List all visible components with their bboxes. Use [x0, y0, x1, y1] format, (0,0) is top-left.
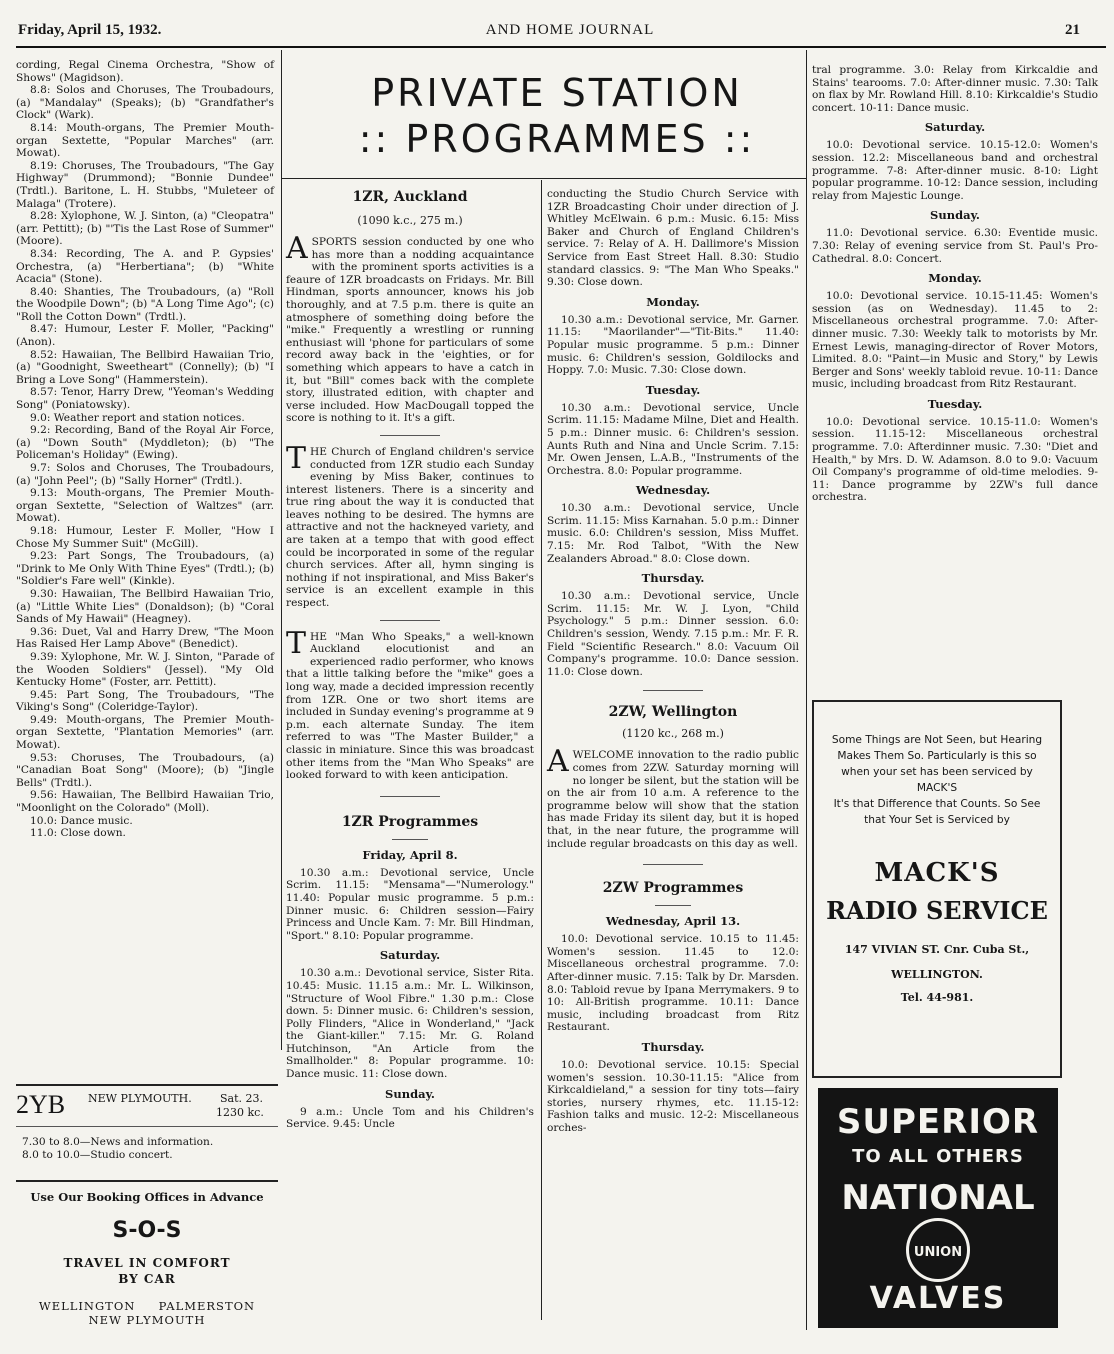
schedule-thursday-2zw: 10.0: Devotional service. 10.15: Special women's session. 10.30-11.15: "Alice from Kirkcaldieland," a session for tiny tots—fairy stories, nursery rhymes, etc. 11.15-12: Fashion talks and music. 12-2: Miscellaneous orches-: [547, 1058, 799, 1134]
station-2yb-date: Sat. 23.: [220, 1092, 264, 1105]
schedule-monday-2zw: 10.0: Devotional service. 10.15-11.45: Women's session (as on Wednesday). 11.45 to 2: Miscellaneous orchestral programme. 7.0: After-dinner music. 7.30: Weekly talk to motorists by Mr. Ernest Lewis, managing-director of Rover Motors, Limited. 8.0: "Paint—in Music and Story," by Lewis Berger and Sons' weekly tabloid revue. 10-11: Dance music, including broadcast from Ritz Restaurant.: [812, 290, 1098, 391]
sos-top-rule: [16, 1180, 278, 1182]
programme-item: 8.40: Shanties, The Troubadours, (a) "Roll the Woodpile Down"; (b) "A Long Time Ago"; (c) "Roll the Cotton Down" (Trdtl.).: [16, 285, 274, 323]
column-rule-3: [806, 50, 807, 1330]
day-heading-sunday-2zw: Sunday.: [930, 208, 980, 223]
macks-intro: [828, 732, 1046, 828]
article-divider: [380, 435, 440, 436]
macks-address: 147 VIVIAN ST. Cnr. Cuba St.,: [844, 943, 1030, 956]
sos-advertisement: [16, 1186, 278, 1326]
programme-item: 8.28: Xylophone, W. J. Sinton, (a) "Cleopatra" (arr. Pettitt); (b) "'Tis the Last Rose of Summer" (Moore).: [16, 210, 274, 248]
section-divider: [643, 690, 703, 691]
column-rule-1: [281, 50, 282, 1050]
schedule-sunday-2zw: 11.0: Devotional service. 6.30: Eventide music. 7.30: Relay of evening service from St. Paul's Pro-Cathedral. 8.0: Concert.: [812, 227, 1098, 265]
title-rule: [281, 178, 806, 179]
schedule-friday: 10.30 a.m.: Devotional service, Uncle Scrim. 11.15: "Mensama"—"Numerology." 11.40: Popular music programme. 5 p.m.: Dinner music. 6: Children session—Fairy Princess and Uncle Kam. 7: Mr. Bill Hindman, "Sport." 8.10: Popular programme.: [286, 866, 534, 942]
programme-item: 9.0: Weather report and station notices.: [30, 411, 245, 424]
day-heading-tuesday: Tuesday.: [645, 382, 701, 397]
sos-booking: Use Our Booking Offices in Advance: [30, 1190, 264, 1204]
header-date: Friday, April 15, 1932.: [18, 22, 162, 38]
valves-subline: TO ALL OTHERS: [852, 1146, 1024, 1167]
programme-item: 9.45: Part Song, The Troubadours, "The Viking's Song" (Coleridge-Taylor).: [16, 688, 274, 714]
schedule-tuesday-2zw: 10.0: Devotional service. 10.15-11.0: Women's session. 11.15-12: Miscellaneous orchestral programme. 7.0: Afterdinner music. 7.30: "Diet and Health," by Mrs. D. W. Adamson. 8.0 to 9.0: Vacuum Oil Company's programme of old-time melodies. 9-11: Dance programme by 2ZW's full dance orchestra.: [812, 415, 1098, 504]
station-2zw-title: 2ZW, Wellington: [608, 704, 738, 721]
station-2yb-freq: 1230 kc.: [216, 1106, 264, 1119]
header-journal: AND HOME JOURNAL: [485, 22, 655, 38]
article-man-who-speaks: THE "Man Who Speaks," a well-known Auckland elocutionist and an experienced radio performer, who knows that a little talking before the "mike" goes a long way, made a decided impression recently from 1ZR. One or two short items are included in Sunday evening's programme at 9 p.m. each alternate Sunday. The item referred to was "The Master Builder," a classic in miniature. Since this was broadcast other items from the "Man Who Speaks" are looked forward to with keen anticipation.: [286, 625, 534, 782]
station-2zw-frequency: (1120 kc., 268 m.): [622, 727, 724, 741]
programmes-1zr-title: 1ZR Programmes: [341, 813, 479, 830]
programme-item: 9.53: Choruses, The Troubadours, (a) "Canadian Boat Song" (Moore); (b) "Jingle Bells" (Trdtl.).: [16, 751, 274, 789]
macks-radio-advertisement: [812, 700, 1062, 1078]
macks-brand-line2: RADIO SERVICE: [826, 896, 1048, 925]
column-rule-2: [541, 180, 542, 1320]
programme-item: 9.39: Xylophone, Mr. W. J. Sinton, "Parade of the Wooden Soldiers" (Jessel). "My Old Kentucky Home" (Foster, arr. Pettitt).: [16, 650, 274, 689]
valves-headline: SUPERIOR: [836, 1102, 1040, 1142]
day-heading-thursday-2zw: Thursday.: [641, 1039, 705, 1054]
programme-item: 8.57: Tenor, Harry Drew, "Yeoman's Wedding Song" (Poniatowsky).: [16, 386, 274, 412]
station-2yb-location: NEW PLYMOUTH.: [88, 1092, 192, 1105]
programme-item: 9.18: Humour, Lester F. Moller, "How I Chose My Summer Suit" (McGill).: [16, 524, 274, 550]
macks-brand-line1: MACK'S: [874, 858, 1000, 888]
macks-city: WELLINGTON.: [891, 968, 983, 981]
day-heading-friday: Friday, April 8.: [362, 847, 458, 862]
article-sports-session: ASPORTS session conducted by one who has more than a nodding acquaintance with the prominent sports activities is a feaure of 1ZR broadcasts on Fridays. Mr. Bill Hindman, sports announcer, knows his job thoroughly, and at 7.5 p.m. there is quite an atmosphere of something doing before the "mike." Frequently a wrestling or running enthusiast will 'phone for particulars of some record away back in the 'eighties, or for something which appears to have a catch in it, but "Bill" comes back with the complete story, illustrated edition, with chapter and verse included. How MacDougall topped the score is nothing to it. It's a gift.: [286, 231, 534, 425]
day-heading-saturday-2zw: Saturday.: [924, 120, 986, 135]
sos-brand: S-O-S: [112, 1218, 182, 1243]
programme-item: 9.2: Recording, Band of the Royal Air Force, (a) "Down South" (Myddleton); (b) "The Policeman's Holiday" (Ewing).: [16, 424, 274, 462]
programme-item: 9.13: Mouth-organs, The Premier Mouth-organ Sextette, "Selection of Waltzes" (arr. Mowat).: [16, 487, 274, 525]
article-church-service: THE Church of England children's service conducted from 1ZR studio each Sunday evening by Miss Baker, continues to interest listeners. There is a sincerity and true ring about the way it is conducted that leaves nothing to be desired. The hymns are attractive and not the hackneyed variety, and are taken at a tempo that with good effect could be incorporated in some of the regular church services. After all, hymn singing is nothing if not inspirational, and Miss Baker's service is an excellent example in this respect.: [286, 440, 534, 610]
page-title-line2: :: PROGRAMMES ::: [358, 117, 756, 161]
macks-intro-tagline: It's that Difference that Counts. So See that Your Set is Serviced by: [833, 798, 1041, 826]
day-heading-monday: Monday.: [646, 294, 700, 309]
day-heading-wednesday: Wednesday.: [635, 483, 711, 498]
schedule-monday: 10.30 a.m.: Devotional service, Mr. Garner. 11.15: "Maorilander"—"Tit-Bits." 11.40: Popular music programme. 5 p.m.: Dinner music. 6: Children's session, Goldilocks and Hoppy. 7.0: Music. 7.30: Close down.: [547, 313, 799, 377]
valves-brand: NATIONAL: [841, 1178, 1035, 1218]
article-divider: [380, 620, 440, 621]
column-4: [812, 64, 1098, 504]
article-divider: [380, 796, 440, 797]
macks-telephone: Tel. 44-981.: [900, 991, 974, 1004]
day-heading-monday-2zw: Monday.: [928, 271, 982, 286]
page-number: 21: [1065, 22, 1080, 38]
column-3: [547, 188, 799, 1134]
programme-item: 11.0: Close down.: [30, 827, 126, 840]
schedule-wednesday: 10.30 a.m.: Devotional service, Uncle Scrim. 11.15: Miss Karnahan. 5.0 p.m.: Dinner music. 6.0: Children's session, Miss Muffet. 7.15: Mr. Rod Talbot, "With the New Zealanders Abroad." 8.0: Close down.: [547, 502, 799, 565]
day-heading-sunday: Sunday.: [385, 1086, 435, 1101]
schedule-wednesday-april: 10.0: Devotional service. 10.15 to 11.45: Women's session. 11.45 to 12.0: Miscellaneous orchestral programme. 7.0: After-dinner music. 7.15: Talk by Dr. Marsden. 8.0: Tabloid revue by Ipana Merrymakers. 9 to 10: All-British programme. 10.11: Dance music, including broadcast from Ritz Restaurant.: [547, 933, 799, 1034]
programme-item: 9.23: Part Songs, The Troubadours, (a) "Drink to Me Only With Thine Eyes" (Trdtl.); (b) "Soldier's Fare well" (Kinkle).: [16, 550, 274, 588]
day-heading-thursday: Thursday.: [641, 571, 705, 586]
schedule-saturday-2zw: 10.0: Devotional service. 10.15-12.0: Women's session. 12.2: Miscellaneous band and orchestral programme. 7-8: After-dinner music. 8-10: Light popular programme. 10-12: Dance session, including relay from Majestic Lounge.: [812, 139, 1098, 202]
programme-item: 9.30: Hawaiian, The Bellbird Hawaiian Trio, (a) "Little White Lies" (Donaldson); (b) "Coral Sands of My Hawaii" (Heagney).: [16, 587, 274, 626]
programmes-2zw-title: 2ZW Programmes: [602, 880, 744, 897]
programme-item: 10.0: Dance music.: [30, 814, 133, 827]
station-2yb-schedule: [22, 1136, 272, 1161]
programme-item: 8.19: Choruses, The Troubadours, "The Gay Highway" (Drummond); "Bonnie Dundee" (Trdtl.). Baritone, L. H. Stubbs, "Muleteer of Malaga" (Trotere).: [16, 159, 274, 210]
schedule-thursday-2zw-continued: tral programme. 3.0: Relay from Kirkcaldie and Stains' tearooms. 7.0: After-dinner music. 7.30: Talk on flax by Mr. Rowland Hill. 8.10: Kirkcaldie's Studio concert. 10-11: Dance music.: [812, 64, 1098, 114]
sos-cities-2: NEW PLYMOUTH: [88, 1313, 206, 1327]
station-2yb-line2: 8.0 to 10.0—Studio concert.: [22, 1148, 173, 1161]
day-heading-saturday: Saturday.: [379, 948, 441, 963]
programme-item: 8.14: Mouth-organs, The Premier Mouth-organ Sextette, "Popular Marches" (arr. Mowat).: [16, 121, 274, 160]
schedule-thursday: 10.30 a.m.: Devotional service, Uncle Scrim. 11.15: Mr. W. J. Lyon, "Child Psychology." 5 p.m.: Dinner session. 6.0: Children's session, Wendy. 7.15 p.m.: Mr. F. R. Field "Scientific Research." 8.0: Vacuum Oil Company's programme. 10.0: Dance session. 11.0: Close down.: [547, 590, 799, 678]
schedule-saturday: 10.30 a.m.: Devotional service, Sister Rita. 10.45: Music. 11.15 a.m.: Mr. L. Wilkinson, "Structure of Wool Fibre." 1.30 p.m.: Close down. 5: Dinner music. 6: Children's session, Polly Flinders, "Alice in Wonderland," "Jack the Giant-killer." 7.15: Mr. G. Roland Hutchinson, "An Article from the Smallholder." 8: Popular programme. 10: Dance music. 11: Close down.: [286, 967, 534, 1081]
day-heading-wednesday-april: Wednesday, April 13.: [605, 914, 741, 929]
station-2yb-mid-rule: [16, 1126, 278, 1127]
programmes-divider: [392, 839, 428, 840]
station-2yb-line1: 7.30 to 8.0—News and information.: [22, 1136, 214, 1148]
station-1zr-frequency: (1090 k.c., 275 m.): [357, 214, 463, 227]
column-1: [16, 59, 274, 840]
programme-item: 8.52: Hawaiian, The Bellbird Hawaiian Trio, (a) "Goodnight, Sweetheart" (Connelly); (b) "I Bring a Love Song" (Hammerstein).: [16, 348, 274, 386]
valves-product: VALVES: [869, 1281, 1007, 1316]
programme-item: 8.8: Solos and Choruses, The Troubadours, (a) "Mandalay" (Speaks); (b) "Grandfather's Clock" (Wark).: [16, 84, 274, 122]
schedule-sunday-continued: conducting the Studio Church Service with 1ZR Broadcasting Choir under direction of J. Whitley McElwain. 6 p.m.: Music. 6.15: Miss Baker and Church of England Children's service. 7: Relay of A. H. Dallimore's Mission Service from East Street Hall. 8.30: Studio standard classics. 9: "The Man Who Speaks." 9.30: Close down.: [547, 188, 799, 289]
schedule-sunday: 9 a.m.: Uncle Tom and his Children's Service. 9.45: Uncle: [286, 1105, 534, 1131]
sos-cities-1: WELLINGTON PALMERSTON: [38, 1299, 256, 1313]
programme-item: 9.7: Solos and Choruses, The Troubadours, (a) "John Peel"; (b) "Sally Horner" (Trdtl.).: [16, 462, 274, 487]
station-1zr-title: 1ZR, Auckland: [352, 189, 468, 205]
programme-item: 9.49: Mouth-organs, The Premier Mouth-organ Sextette, "Plantation Memories" (arr. Mowat).: [16, 713, 274, 752]
programme-item: 8.34: Recording, The A. and P. Gypsies' Orchestra, (a) "Herbertiana"; (b) "White Acacia" (Stone).: [16, 247, 274, 286]
page-title-line1: PRIVATE STATION: [371, 71, 743, 115]
macks-intro-text: Some Things are Not Seen, but Hearing Makes Them So. Particularly is this so when your set has been serviced by: [831, 734, 1043, 778]
programme-item: 8.47: Humour, Lester F. Moller, "Packing" (Anon).: [16, 323, 274, 349]
sos-slogan: TRAVEL IN COMFORT BY CAR: [63, 1256, 231, 1286]
macks-intro-name: MACK'S: [916, 782, 958, 794]
column-2: [286, 188, 534, 1131]
article-2zw-welcome: AWELCOME innovation to the radio public comes from 2ZW. Saturday morning will no longer be silent, but the station will be on the air from 10 a.m. A reference to the programme below will show that the station has made Friday its silent day, but it is hoped that, in the near future, the programme will include regular broadcasts on this day as well.: [547, 744, 799, 850]
station-2yb-top-rule: [16, 1084, 278, 1086]
day-heading-tuesday-2zw: Tuesday.: [927, 396, 983, 411]
header-rule: [16, 46, 1106, 48]
programme-item: 9.36: Duet, Val and Harry Drew, "The Moon Has Raised Her Lamp Above" (Benedict).: [16, 625, 274, 651]
section-divider: [643, 864, 703, 865]
national-valves-advertisement: [818, 1088, 1058, 1328]
programmes-divider: [655, 905, 691, 906]
programme-item: 9.56: Hawaiian, The Bellbird Hawaiian Trio, "Moonlight on the Colorado" (Moll).: [16, 789, 274, 815]
page-title: [314, 70, 800, 176]
programme-item: cording, Regal Cinema Orchestra, "Show of Shows" (Magidson).: [16, 59, 274, 84]
station-2yb-call: 2YB: [16, 1090, 66, 1119]
valves-badge: UNION: [906, 1218, 970, 1282]
schedule-tuesday: 10.30 a.m.: Devotional service, Uncle Scrim. 11.15: Madame Milne, Diet and Health. 5 p.m.: Dinner music. 6: Children's session. Aunts Ruth and Nina and Uncle Scrim. 7.15: Mr. Owen Jensen, L.A.B., "Instruments of the Orchestra. 8.0: Popular programme.: [547, 401, 799, 477]
